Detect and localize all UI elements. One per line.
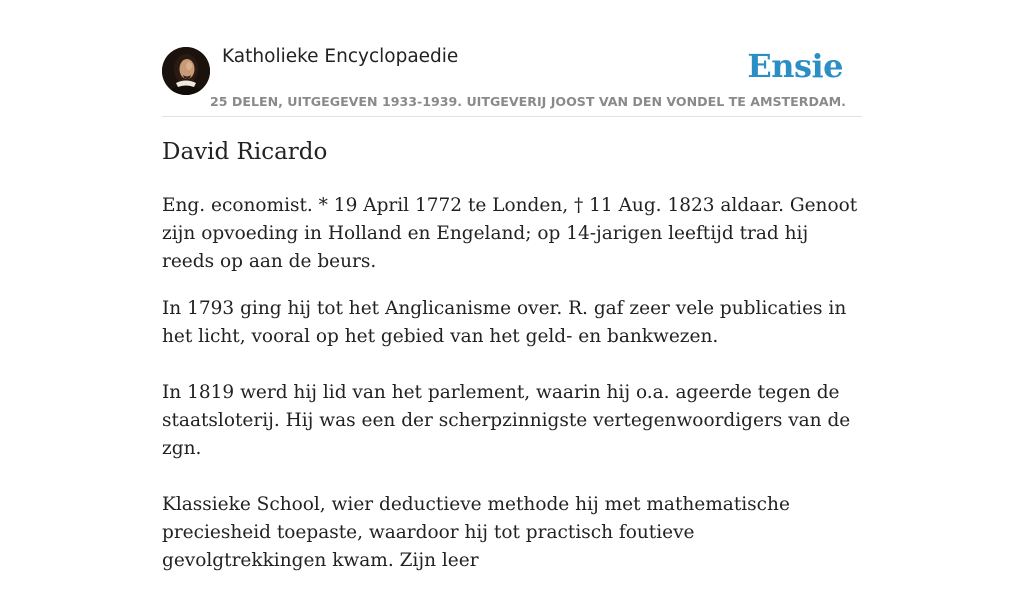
portrait-avatar-icon[interactable] <box>162 47 210 95</box>
ensie-logo-link[interactable]: Ensie <box>747 47 843 85</box>
article-paragraph: Eng. economist. * 19 April 1772 te Londen, † 11 Aug. 1823 aldaar. Genoot zijn opvoeding in Holland en Engeland; op 14-jarigen leeftijd trad hij reeds op aan de beurs. <box>162 195 858 272</box>
page-container <box>162 0 862 571</box>
article-body <box>162 192 862 594</box>
source-header <box>162 0 862 117</box>
source-subtitle: 25 DELEN, UITGEGEVEN 1933-1939. UITGEVERIJ JOOST VAN DEN VONDEL TE AMSTERDAM. <box>210 94 846 109</box>
article-paragraph: In 1793 ging hij tot het Anglicanisme over. R. gaf zeer vele publicaties in het licht, vooral op het gebied van het geld- en bankwezen. <box>162 298 847 347</box>
article-paragraph: Klassieke School, wier deductieve methode hij met mathematische preciesheid toepaste, waardoor hij tot practisch foutieve gevolgtrekkingen kwam. Zijn leer <box>162 494 790 571</box>
article-title: David Ricardo <box>162 139 328 165</box>
article-paragraph: In 1819 werd hij lid van het parlement, waarin hij o.a. ageerde tegen de staatsloterij. Hij was een der scherpzinnigste vertegenwoordigers van de zgn. <box>162 382 851 459</box>
source-title[interactable]: Katholieke Encyclopaedie <box>222 46 459 67</box>
